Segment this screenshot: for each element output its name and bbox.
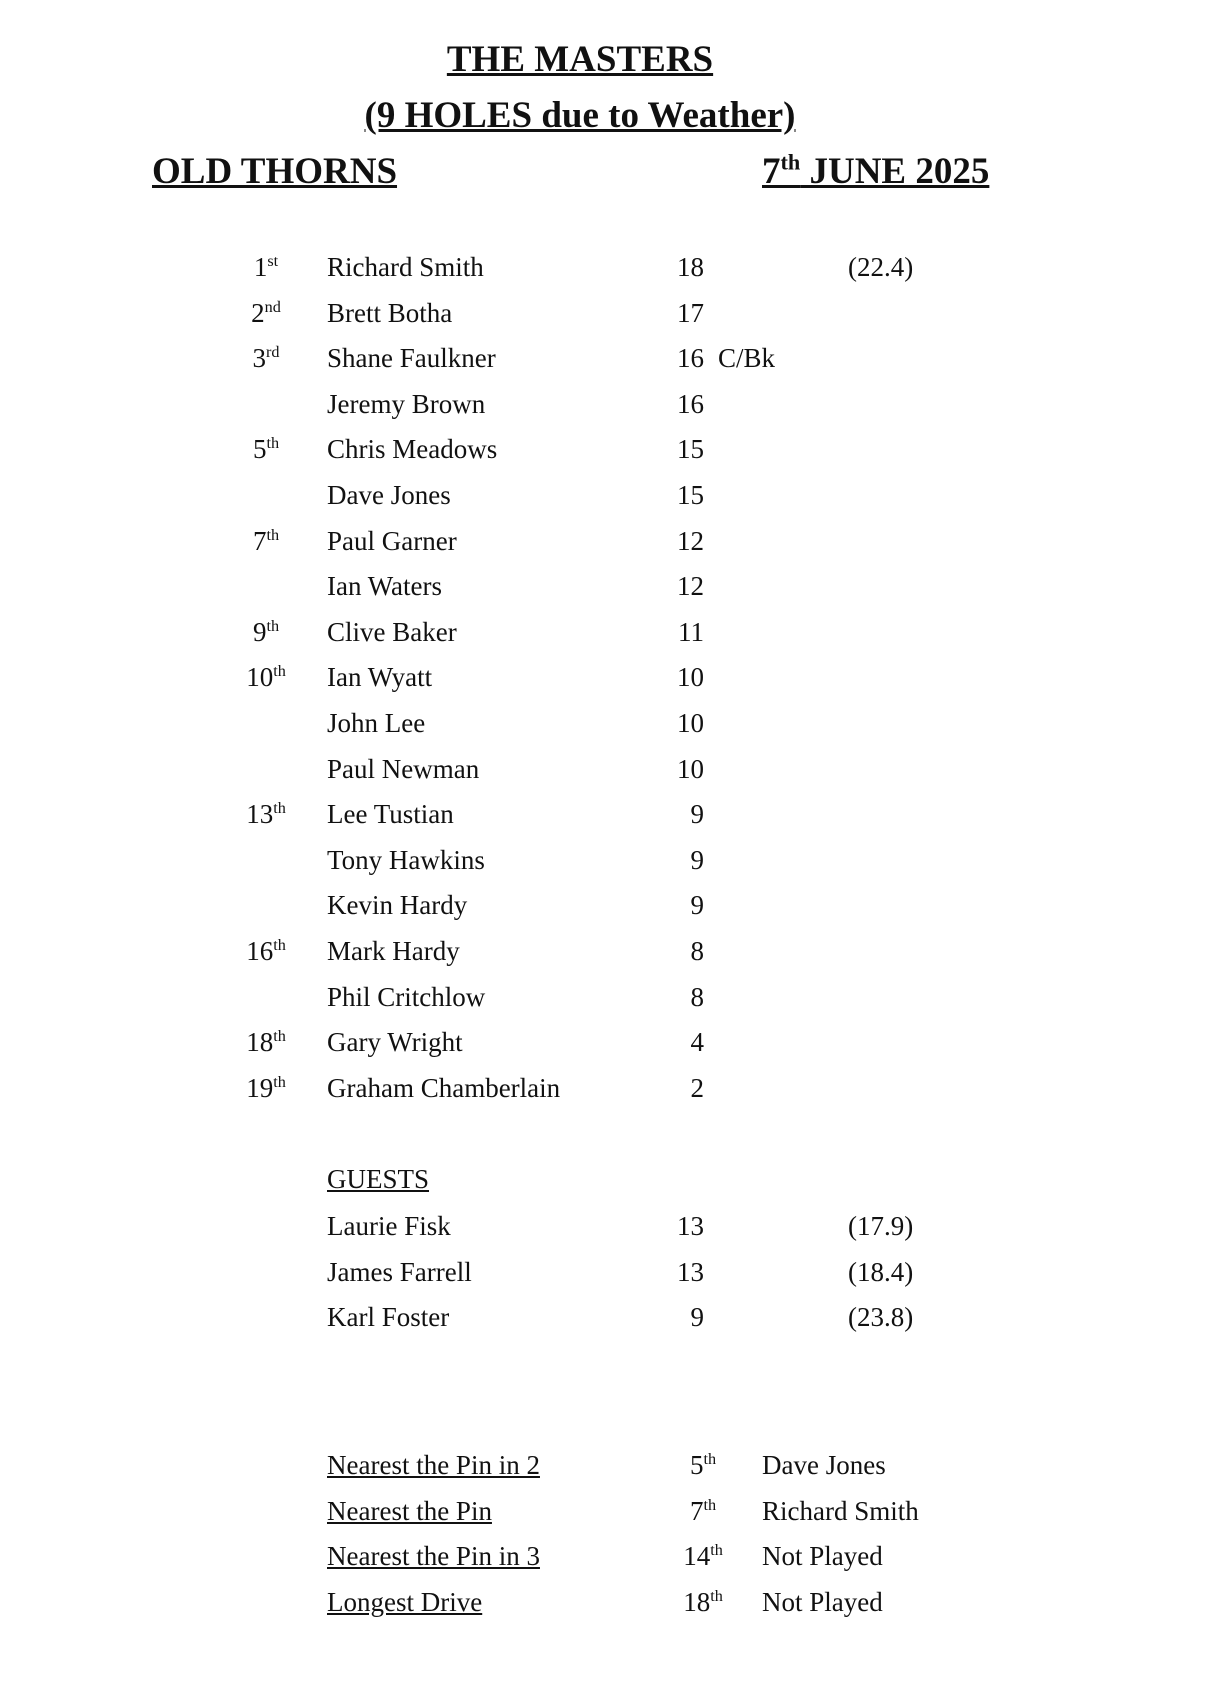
result-row <box>0 845 1210 889</box>
position-number: 16 <box>246 936 274 966</box>
player-score: 8 <box>690 936 704 966</box>
position-cell <box>236 1027 296 1058</box>
player-score: 16 <box>677 343 704 374</box>
position-cell <box>236 252 296 283</box>
result-row <box>0 434 1210 478</box>
guest-score: 13 <box>677 1211 704 1241</box>
player-score: 17 <box>677 297 704 328</box>
position-number: 18 <box>246 1027 274 1058</box>
player-score: 12 <box>677 525 704 556</box>
position-suffix: nd <box>264 297 281 316</box>
position-suffix: st <box>267 252 279 270</box>
position-cell <box>236 799 296 830</box>
player-score: 16 <box>677 388 704 419</box>
hole-number: 14 <box>683 1541 711 1572</box>
prize-winner: Dave Jones <box>762 1450 886 1480</box>
position-suffix: th <box>266 525 280 544</box>
player-name: Shane Faulkner <box>327 343 496 374</box>
venue-name: OLD THORNS <box>152 151 398 192</box>
result-row <box>0 799 1210 843</box>
guest-name: Karl Foster <box>327 1302 450 1333</box>
player-name: Ian Wyatt <box>327 662 433 693</box>
player-name: Kevin Hardy <box>327 890 468 921</box>
guest-name: James Farrell <box>327 1256 472 1287</box>
player-name: Gary Wright <box>327 1027 463 1058</box>
position-cell <box>236 526 296 557</box>
position-number: 3 <box>252 343 266 374</box>
guest-handicap: (23.8) <box>848 1302 914 1333</box>
position-suffix: th <box>266 434 280 453</box>
player-score: 10 <box>677 708 704 738</box>
position-number: 1 <box>253 252 268 282</box>
position-cell <box>236 1073 296 1104</box>
prize-row <box>0 1587 1210 1631</box>
position-number: 10 <box>246 662 274 693</box>
result-row <box>0 708 1210 752</box>
hole-cell <box>672 1450 734 1481</box>
result-row <box>0 662 1210 706</box>
player-score: 9 <box>690 799 704 830</box>
guest-row <box>0 1257 1210 1301</box>
player-name: John Lee <box>327 708 426 738</box>
position-cell <box>236 617 296 648</box>
guests-heading: GUESTS <box>327 1164 430 1194</box>
player-name: Paul Garner <box>327 525 457 556</box>
guest-handicap: (17.9) <box>848 1211 914 1241</box>
result-row <box>0 389 1210 433</box>
position-suffix: th <box>273 662 286 681</box>
hole-number: 5 <box>689 1450 704 1480</box>
hole-number: 18 <box>683 1586 711 1617</box>
player-score: 15 <box>677 434 704 465</box>
position-suffix: th <box>273 1072 286 1091</box>
position-suffix: th <box>273 936 286 954</box>
player-score: 8 <box>690 981 704 1012</box>
player-name: Graham Chamberlain <box>327 1072 561 1103</box>
position-suffix: th <box>266 616 280 635</box>
result-row <box>0 936 1210 980</box>
position-cell <box>236 343 296 374</box>
prize-label: Nearest the Pin in 2 <box>327 1450 540 1480</box>
hole-cell <box>672 1587 734 1618</box>
prize-label: Nearest the Pin in 3 <box>327 1541 540 1572</box>
player-score: 10 <box>677 753 704 784</box>
hole-cell <box>672 1496 734 1527</box>
guest-handicap: (18.4) <box>848 1256 914 1287</box>
guest-name: Laurie Fisk <box>327 1211 451 1241</box>
date-suffix: th <box>780 149 801 175</box>
date-day: 7 <box>762 151 781 192</box>
result-row <box>0 343 1210 387</box>
player-name: Jeremy Brown <box>327 388 486 419</box>
position-suffix: rd <box>266 343 280 362</box>
player-name: Paul Newman <box>327 753 480 784</box>
player-name: Chris Meadows <box>327 434 498 465</box>
position-suffix: th <box>273 1027 286 1046</box>
position-cell <box>236 298 296 329</box>
prize-row <box>0 1496 1210 1540</box>
document-title: THE MASTERS <box>446 39 714 80</box>
player-name: Tony Hawkins <box>327 844 485 875</box>
player-name: Ian Waters <box>327 571 443 602</box>
position-number: 9 <box>252 616 267 647</box>
prize-row <box>0 1541 1210 1585</box>
prize-row <box>0 1450 1210 1494</box>
player-handicap: (22.4) <box>848 252 914 282</box>
player-name: Mark Hardy <box>327 936 460 966</box>
result-row <box>0 1073 1210 1117</box>
prize-winner: Not Played <box>762 1586 883 1617</box>
prize-winner: Not Played <box>762 1541 883 1572</box>
result-row <box>0 480 1210 524</box>
date-rest: JUNE 2025 <box>800 151 990 192</box>
player-score: 10 <box>677 662 704 693</box>
hole-number: 7 <box>689 1495 704 1526</box>
hole-suffix: th <box>710 1586 723 1605</box>
position-number: 5 <box>252 434 267 465</box>
player-name: Dave Jones <box>327 480 451 510</box>
prize-label: Longest Drive <box>327 1586 483 1617</box>
guest-row <box>0 1302 1210 1346</box>
position-cell <box>236 434 296 465</box>
guest-score: 13 <box>677 1256 704 1287</box>
player-score: 9 <box>690 890 704 921</box>
player-score: 2 <box>690 1072 704 1103</box>
position-cell <box>236 662 296 693</box>
position-number: 13 <box>246 799 274 830</box>
hole-suffix: th <box>703 1495 717 1514</box>
position-number: 7 <box>252 525 267 556</box>
player-score: 18 <box>677 252 704 282</box>
position-number: 19 <box>246 1072 274 1103</box>
countback-note: C/Bk <box>718 343 776 374</box>
position-suffix: th <box>273 799 286 818</box>
result-row <box>0 754 1210 798</box>
prize-winner: Richard Smith <box>762 1495 919 1526</box>
hole-suffix: th <box>703 1450 717 1468</box>
result-row <box>0 526 1210 570</box>
player-score: 12 <box>677 571 704 602</box>
result-row <box>0 571 1210 615</box>
guest-score: 9 <box>690 1302 704 1333</box>
player-score: 15 <box>677 480 704 510</box>
player-score: 4 <box>690 1027 704 1058</box>
player-name: Lee Tustian <box>327 799 454 830</box>
hole-cell <box>672 1541 734 1572</box>
player-name: Clive Baker <box>327 616 457 647</box>
result-row <box>0 982 1210 1026</box>
event-date <box>762 150 989 193</box>
position-number: 2 <box>251 297 265 328</box>
guest-row <box>0 1211 1210 1255</box>
result-row <box>0 617 1210 661</box>
result-row <box>0 1027 1210 1071</box>
result-row <box>0 252 1210 296</box>
player-name: Phil Critchlow <box>327 981 486 1012</box>
player-name: Richard Smith <box>327 252 484 282</box>
document-subtitle: (9 HOLES due to Weather) <box>364 95 796 136</box>
player-name: Brett Botha <box>327 297 453 328</box>
result-row <box>0 890 1210 934</box>
prize-label: Nearest the Pin <box>327 1495 492 1526</box>
player-score: 9 <box>690 844 704 875</box>
player-score: 11 <box>678 616 704 647</box>
result-row <box>0 298 1210 342</box>
hole-suffix: th <box>710 1541 723 1560</box>
position-cell <box>236 936 296 967</box>
